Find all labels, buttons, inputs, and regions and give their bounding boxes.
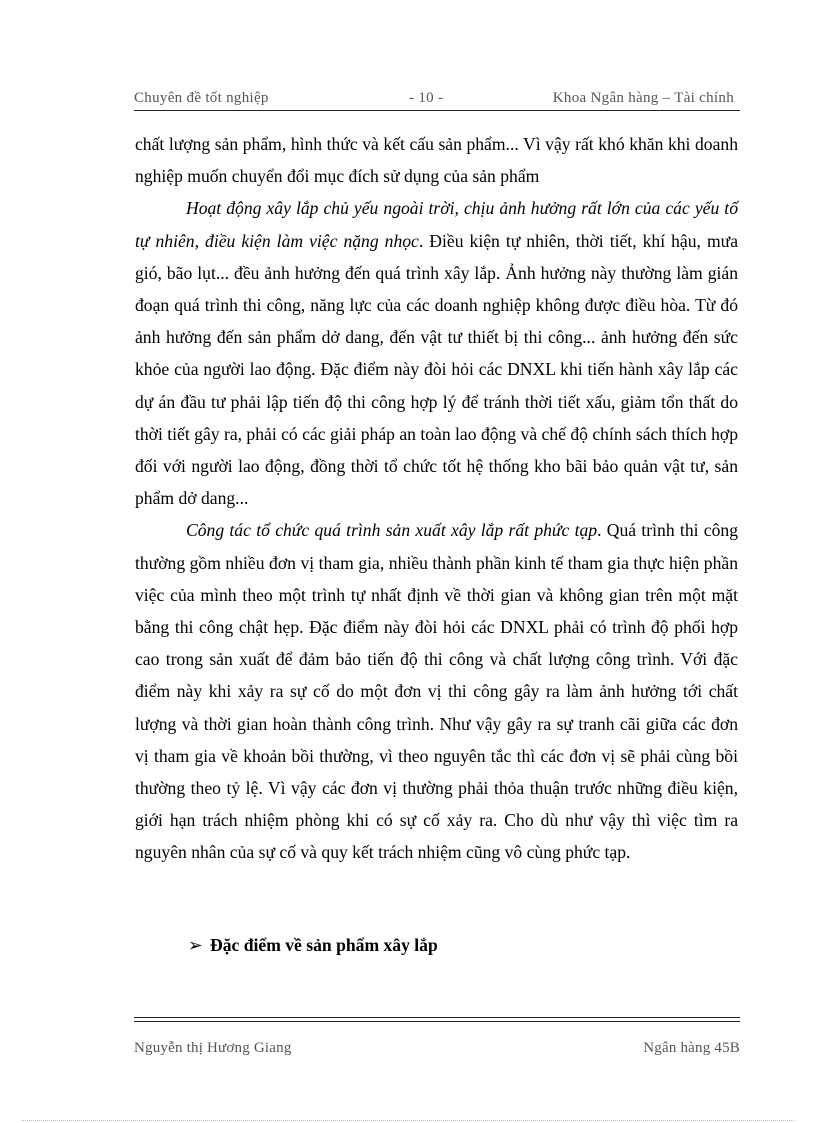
paragraph-continuation (135, 128, 738, 192)
paragraph-organization-text: . Quá trình thi công thường gồm nhiều đơn vị tham gia, nhiều thành phần kinh tế tham gia thực hiện phần việc của mình theo một trình tự nhất định về thời gian và không gian trên một mặt bằng thi công chật hẹp. Đặc điểm này đòi hỏi các DNXL phải có trình độ phối hợp cao trong sản xuất để đảm bảo tiến độ thi công và chất lượng công trình. Với đặc điểm này khi xảy ra sự cố do một đơn vị thi công gây ra làm ảnh hưởng tới chất lượng và thời gian hoàn thành công trình. Như vậy gây ra sự tranh cãi giữa các đơn vị tham gia về khoản bồi thường, vì theo nguyên tắc thì các đơn vị sẽ phải cùng bồi thường theo tỷ lệ. Vì vậy các đơn vị thường phải thỏa thuận trước những điều kiện, giới hạn trách nhiệm phòng khi có sự cố xảy ra. Cho dù như vậy thì việc tìm ra nguyên nhân của sự cố và quy kết trách nhiệm cũng vô cùng phức tạp. (135, 520, 739, 863)
paragraph-continuation-text: chất lượng sản phẩm, hình thức và kết cấu sản phẩm... Vì vậy rất khó khăn khi doanh nghiệp muốn chuyển đổi mục đích sử dụng của sản phẩm (135, 134, 738, 187)
section-bullet-text: Đặc điểm về sản phẩm xây lắp (210, 935, 438, 955)
page-edge-dotted-line (22, 1120, 794, 1121)
paragraph-organization (135, 514, 738, 868)
header-document-type: Chuyên đề tốt nghiệp (134, 90, 269, 106)
footer-rule-top (134, 1017, 740, 1018)
paragraph-organization-lead: Công tác tổ chức quá trình sản xuất xây lắp rất phức tạp (186, 520, 598, 541)
page-header (134, 88, 740, 111)
section-bullet (188, 935, 588, 956)
header-faculty: Khoa Ngân hàng – Tài chính (552, 90, 734, 106)
paragraph-outdoor-work-lead: Hoạt động xây lắp chủ yếu ngoài trời, chịu ảnh hưởng rất lớn của các yếu tố tự nhiên, điều kiện làm việc nặng nhọc (135, 198, 738, 251)
paragraph-outdoor-work-text: . Điều kiện tự nhiên, thời tiết, khí hậu, mưa gió, bão lụt... đều ảnh hưởng đến quá trình xây lắp. Ảnh hưởng này thường làm gián đoạn quá trình thi công, năng lực của các doanh nghiệp không được điều hòa. Từ đó ảnh hưởng đến sản phẩm dở dang, đến vật tư thiết bị thi công... ảnh hưởng đến sức khỏe của người lao động. Đặc điểm này đòi hỏi các DNXL khi tiến hành xây lắp các dự án đầu tư phải lập tiến độ thi công hợp lý để tránh thời tiết xấu, giảm tổn thất do thời tiết gây ra, phải có các giải pháp an toàn lao động và chế độ chính sách thích hợp đối với người lao động, đồng thời tổ chức tốt hệ thống kho bãi bảo quản vật tư, sản phẩm dở dang... (135, 230, 738, 509)
header-page-number: - 10 - (409, 90, 444, 106)
arrow-bullet-icon: ➢ (188, 935, 203, 955)
body-text (135, 128, 738, 869)
footer-rule-bottom (134, 1021, 740, 1022)
footer-author: Nguyễn thị Hương Giang (134, 1040, 292, 1056)
paragraph-outdoor-work (135, 192, 738, 514)
footer-class: Ngân hàng 45B (643, 1040, 740, 1056)
